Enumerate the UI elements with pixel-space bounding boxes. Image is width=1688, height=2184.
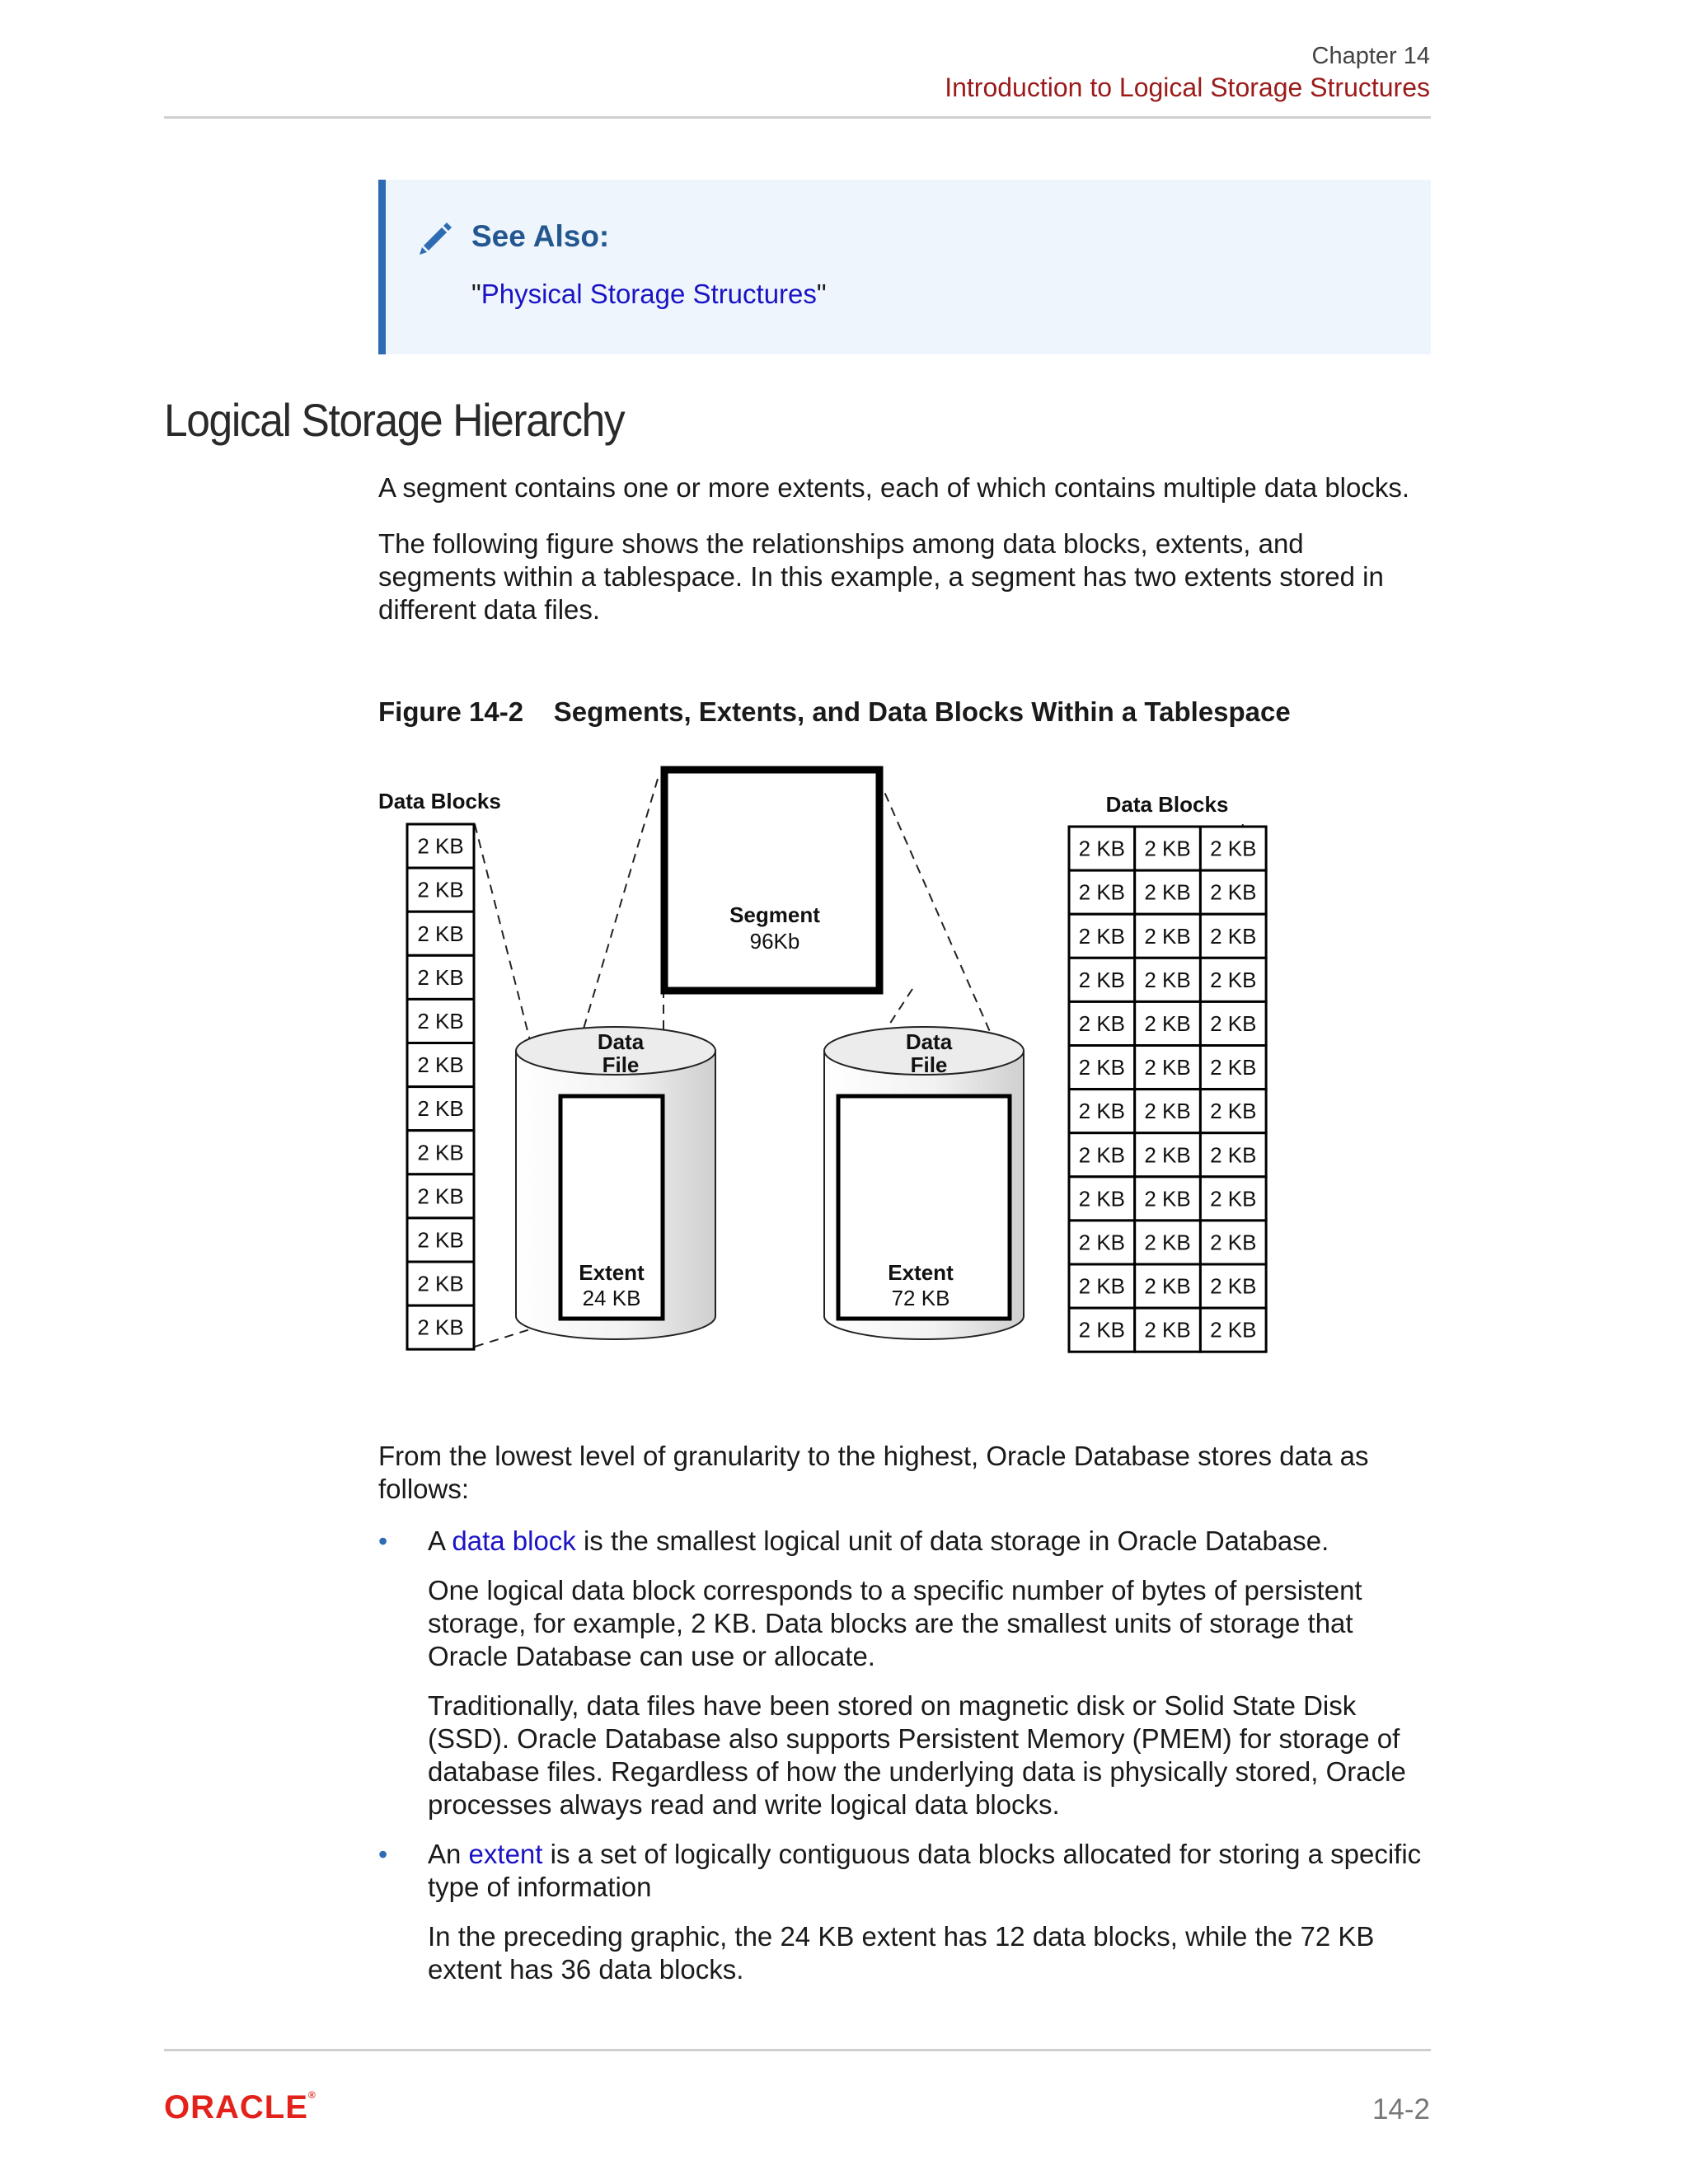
running-header-chapter: Chapter 14 — [1311, 43, 1430, 69]
segment-label: Segment — [729, 902, 820, 927]
bullet-text: An — [428, 1839, 469, 1869]
data-block-cell — [407, 868, 474, 912]
segment-box — [664, 770, 879, 991]
data-block-label: 2 KB — [1144, 1010, 1191, 1036]
data-block-label: 2 KB — [1078, 836, 1126, 861]
para-line: different data files. — [378, 594, 601, 625]
data-block-cell — [1069, 1090, 1135, 1133]
data-block-cell — [1200, 827, 1266, 870]
left-data-block-column — [407, 824, 474, 1349]
data-block-cell — [1200, 1264, 1266, 1308]
data-block-label: 2 KB — [1144, 967, 1191, 992]
data-block-cell — [1200, 1133, 1266, 1177]
data-block-label: 2 KB — [1144, 923, 1191, 949]
see-also-note — [378, 180, 1431, 354]
physical-storage-link[interactable]: Physical Storage Structures — [481, 279, 817, 309]
data-block-cell — [1135, 1046, 1201, 1090]
data-block-cell — [1069, 1177, 1135, 1221]
data-file-cylinder-1 — [516, 1027, 715, 1339]
data-block-label: 2 KB — [1078, 1010, 1126, 1036]
data-block-cell — [407, 1262, 474, 1305]
pencil-icon — [417, 219, 455, 257]
data-block-label: 2 KB — [1144, 1317, 1191, 1343]
data-file-label: File — [910, 1052, 948, 1077]
extent-label: Extent — [888, 1260, 954, 1285]
quote-close: " — [816, 279, 827, 309]
data-block-label: 2 KB — [417, 1271, 464, 1296]
data-block-cell — [1135, 1133, 1201, 1177]
data-block-link[interactable]: data block — [452, 1526, 576, 1556]
data-block-label: 2 KB — [1078, 1055, 1126, 1080]
data-block-label: 2 KB — [417, 1227, 464, 1253]
data-block-label: 2 KB — [1078, 1230, 1126, 1255]
figure-intro-paragraph — [378, 527, 1442, 626]
data-block-label: 2 KB — [1210, 1142, 1257, 1168]
data-block-label: 2 KB — [1144, 1142, 1191, 1168]
extent-size-1: 24 KB — [582, 1286, 641, 1310]
data-block-cell — [1069, 958, 1135, 1001]
note-title: See Also: — [471, 219, 610, 253]
note-body — [471, 279, 827, 310]
granularity-intro — [378, 1440, 1442, 1506]
extent-detail — [428, 1920, 1442, 1986]
data-block-cell — [1069, 827, 1135, 870]
bullet-text: is the smallest logical unit of data storage in Oracle Database. — [575, 1526, 1329, 1556]
para-line: Traditionally, data files have been stored on magnetic disk or Solid State Disk — [428, 1690, 1357, 1721]
data-block-label: 2 KB — [1144, 1099, 1191, 1124]
right-data-block-grid — [1069, 827, 1266, 1352]
para-line: type of information — [428, 1872, 652, 1902]
data-file-label: Data — [905, 1029, 953, 1054]
data-block-label: 2 KB — [1144, 1186, 1191, 1212]
bullet-marker: • — [378, 1526, 388, 1556]
data-block-cell — [1069, 1221, 1135, 1264]
data-block-label: 2 KB — [417, 1008, 464, 1033]
header-divider — [164, 116, 1431, 119]
figure-caption: Figure 14-2 Segments, Extents, and Data Blocks Within a Tablespace — [378, 696, 1291, 727]
data-block-cell — [1069, 1001, 1135, 1045]
para-line: follows: — [378, 1474, 470, 1504]
para-line: extent has 36 data blocks. — [428, 1954, 744, 1985]
data-block-cell — [1200, 958, 1266, 1001]
data-block-cell — [1200, 1221, 1266, 1264]
data-block-label: 2 KB — [1144, 836, 1191, 861]
data-block-label: 2 KB — [1144, 1055, 1191, 1080]
data-block-label: 2 KB — [1078, 967, 1126, 992]
data-block-label: 2 KB — [1144, 1230, 1191, 1255]
data-block-label: 2 KB — [417, 877, 464, 902]
data-block-cell — [1069, 1308, 1135, 1352]
data-block-label: 2 KB — [1144, 1273, 1191, 1299]
data-block-cell — [1135, 827, 1201, 870]
data-block-cell — [1135, 1264, 1201, 1308]
data-block-cell — [1069, 1046, 1135, 1090]
extent-link[interactable]: extent — [468, 1839, 543, 1869]
data-block-label: 2 KB — [1210, 1099, 1257, 1124]
data-file-label: Data — [597, 1029, 645, 1054]
data-block-cell — [1200, 1177, 1266, 1221]
bullet-data-block — [428, 1525, 1442, 1558]
data-block-cell — [1200, 914, 1266, 958]
data-block-label: 2 KB — [1078, 1099, 1126, 1124]
data-block-detail-2 — [428, 1690, 1442, 1821]
oracle-logo — [164, 2089, 316, 2126]
data-block-label: 2 KB — [1078, 1186, 1126, 1212]
data-block-cell — [1200, 1046, 1266, 1090]
data-block-label: 2 KB — [1078, 1273, 1126, 1299]
para-line: Oracle Database can use or allocate. — [428, 1641, 875, 1671]
data-block-label: 2 KB — [1210, 1010, 1257, 1036]
logo-text: ORACLE — [164, 2089, 308, 2125]
data-block-cell — [1135, 1308, 1201, 1352]
segment-size: 96Kb — [749, 929, 800, 954]
data-file-label: File — [602, 1052, 640, 1077]
data-block-cell — [407, 912, 474, 955]
data-block-label: 2 KB — [1210, 1273, 1257, 1299]
para-line: One logical data block corresponds to a specific number of bytes of persistent — [428, 1575, 1362, 1605]
data-block-cell — [1135, 1177, 1201, 1221]
section-heading: Logical Storage Hierarchy — [164, 394, 625, 446]
registered-mark: ® — [307, 2089, 316, 2101]
data-block-cell — [1135, 1221, 1201, 1264]
data-block-cell — [1135, 958, 1201, 1001]
storage-hierarchy-diagram — [363, 754, 1319, 1364]
data-block-label: 2 KB — [1210, 1055, 1257, 1080]
data-block-cell — [1069, 870, 1135, 914]
data-block-cell — [1200, 1308, 1266, 1352]
para-line: database files. Regardless of how the underlying data is physically stored, Oracle — [428, 1756, 1406, 1787]
data-block-cell — [1069, 914, 1135, 958]
data-block-cell — [407, 1043, 474, 1087]
para-line: storage, for example, 2 KB. Data blocks are the smallest units of storage that — [428, 1608, 1353, 1638]
data-block-detail-1 — [428, 1574, 1442, 1673]
para-line: processes always read and write logical data blocks. — [428, 1789, 1060, 1820]
data-block-cell — [407, 1305, 474, 1349]
data-block-label: 2 KB — [417, 1183, 464, 1209]
data-block-label: 2 KB — [417, 1052, 464, 1078]
para-line: The following figure shows the relationships among data blocks, extents, and — [378, 528, 1304, 559]
data-block-cell — [1069, 1133, 1135, 1177]
bullet-extent — [428, 1838, 1442, 1904]
data-block-label: 2 KB — [417, 1096, 464, 1122]
data-block-label: 2 KB — [1210, 967, 1257, 992]
data-block-cell — [1069, 1264, 1135, 1308]
data-block-cell — [1200, 1001, 1266, 1045]
left-data-blocks-label: Data Blocks — [378, 789, 501, 813]
data-block-cell — [407, 824, 474, 868]
para-line: From the lowest level of granularity to the highest, Oracle Database stores data as — [378, 1441, 1369, 1471]
data-block-label: 2 KB — [417, 833, 464, 859]
footer-divider — [164, 2049, 1431, 2051]
data-block-cell — [407, 1218, 474, 1262]
data-block-cell — [1200, 870, 1266, 914]
data-block-label: 2 KB — [1210, 1230, 1257, 1255]
data-block-label: 2 KB — [417, 921, 464, 946]
data-block-label: 2 KB — [1210, 879, 1257, 905]
data-block-label: 2 KB — [1078, 1142, 1126, 1168]
data-block-label: 2 KB — [1078, 923, 1126, 949]
para-line: In the preceding graphic, the 24 KB extent has 12 data blocks, while the 72 KB — [428, 1921, 1375, 1952]
extent-size-2: 72 KB — [891, 1286, 950, 1310]
page-number: 14-2 — [1372, 2093, 1430, 2125]
data-block-cell — [1200, 1090, 1266, 1133]
data-block-cell — [407, 1174, 474, 1218]
para-line: segments within a tablespace. In this example, a segment has two extents stored in — [378, 561, 1384, 592]
data-file-cylinder-2 — [824, 1027, 1024, 1339]
data-block-cell — [407, 1087, 474, 1131]
data-block-label: 2 KB — [1210, 836, 1257, 861]
data-block-label: 2 KB — [417, 1315, 464, 1340]
right-data-blocks-label: Data Blocks — [1105, 792, 1229, 817]
bullet-marker: • — [378, 1840, 388, 1869]
data-block-cell — [407, 1131, 474, 1174]
running-header-title[interactable]: Introduction to Logical Storage Structures — [945, 73, 1430, 102]
data-block-label: 2 KB — [1078, 1317, 1126, 1343]
data-block-label: 2 KB — [1210, 1186, 1257, 1212]
data-block-label: 2 KB — [1210, 923, 1257, 949]
data-block-cell — [1135, 1090, 1201, 1133]
extent-label: Extent — [579, 1260, 645, 1285]
data-block-label: 2 KB — [1210, 1317, 1257, 1343]
intro-paragraph: A segment contains one or more extents, each of which contains multiple data blocks. — [378, 472, 1410, 503]
bullet-text: A — [428, 1526, 452, 1556]
para-line: (SSD). Oracle Database also supports Persistent Memory (PMEM) for storage of — [428, 1723, 1400, 1754]
data-block-cell — [1135, 870, 1201, 914]
data-block-label: 2 KB — [1144, 879, 1191, 905]
data-block-cell — [407, 999, 474, 1043]
data-block-label: 2 KB — [1078, 879, 1126, 905]
data-block-label: 2 KB — [417, 1140, 464, 1165]
data-block-cell — [1135, 914, 1201, 958]
bullet-text: is a set of logically contiguous data blocks allocated for storing a specific — [542, 1839, 1422, 1869]
quote-open: " — [471, 279, 481, 309]
data-block-cell — [407, 955, 474, 999]
data-block-label: 2 KB — [417, 964, 464, 990]
data-block-cell — [1135, 1001, 1201, 1045]
